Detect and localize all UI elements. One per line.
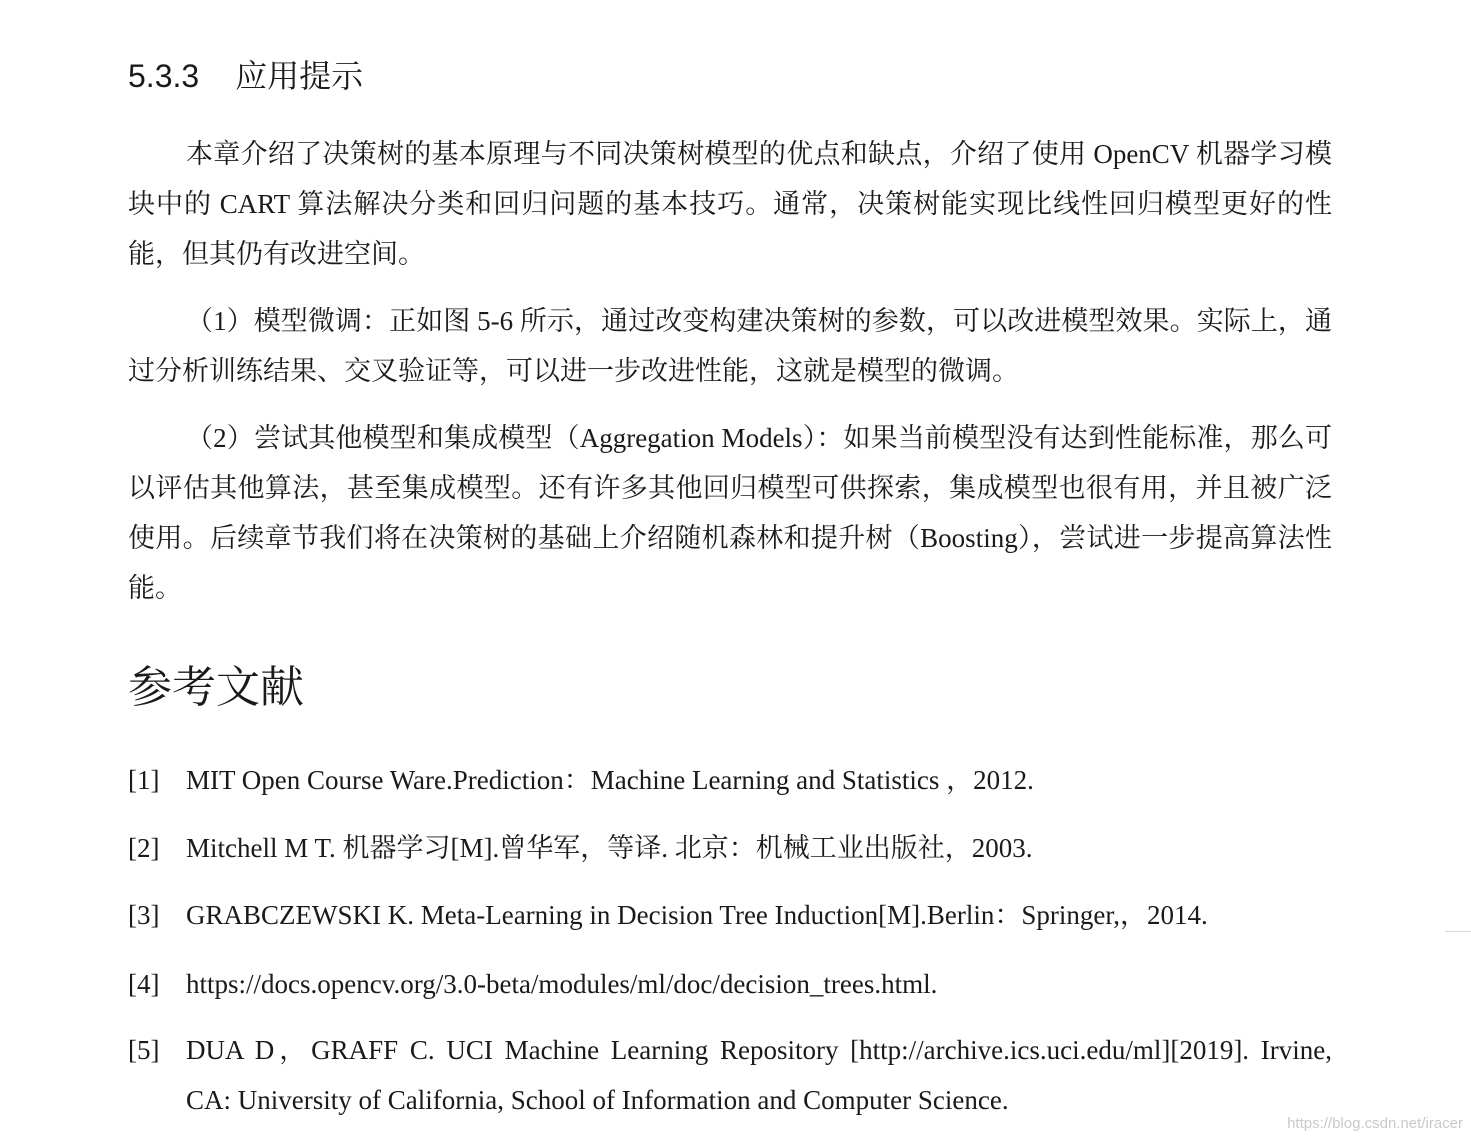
section-title: 应用提示 (235, 58, 364, 94)
reference-text: GRABCZEWSKI K. Meta-Learning in Decision Tree Induction[M].Berlin：Springer,，2014. (186, 900, 1208, 930)
reference-number: [1] (128, 765, 160, 795)
reference-text: DUA D，GRAFF C. UCI Machine Learning Repository [http://archive.ics.uci.edu/ml][2019]. Irvine, CA: University of California, School of Information and Computer Science. (186, 1035, 1332, 1115)
references-heading: 参考文献 (128, 663, 304, 712)
watermark: https://blog.csdn.net/iracer (1287, 1115, 1463, 1132)
reference-item (128, 1025, 1332, 1125)
reference-text: Mitchell M T. 机器学习[M].曾华军，等译. 北京：机械工业出版社，2003. (186, 833, 1033, 863)
body-paragraph: （2）尝试其他模型和集成模型（Aggregation Models）：如果当前模型没有达到性能标准，那么可以评估其他算法，甚至集成模型。还有许多其他回归模型可供探索，集成模型也很有用，并且被广泛使用。后续章节我们将在决策树的基础上介绍随机森林和提升树（Boosting），尝试进一步提高算法性能。 (128, 423, 1332, 603)
reference-item (128, 890, 1332, 940)
reference-item (128, 755, 1332, 805)
reference-number: [3] (128, 900, 160, 930)
section-heading (128, 56, 363, 96)
page-content (128, 0, 1332, 1138)
reference-number: [4] (128, 969, 160, 999)
body-paragraph: （1）模型微调：正如图 5-6 所示，通过改变构建决策树的参数，可以改进模型效果。实际上，通过分析训练结果、交叉验证等，可以进一步改进性能，这就是模型的微调。 (128, 306, 1332, 386)
section-number: 5.3.3 (128, 58, 200, 94)
reference-item (128, 823, 1332, 873)
reference-number: [5] (128, 1035, 160, 1065)
body-paragraph: 本章介绍了决策树的基本原理与不同决策树模型的优点和缺点，介绍了使用 OpenCV 机器学习模块中的 CART 算法解决分类和回归问题的基本技巧。通常，决策树能实现比线性回归模型更好的性能，但其仍有改进空间。 (128, 139, 1332, 269)
reference-text: MIT Open Course Ware.Prediction：Machine Learning and Statistics ，2012. (186, 765, 1034, 795)
reference-link-text: https://docs.opencv.org/3.0-beta/modules/ml/doc/decision_trees.html. (186, 969, 938, 999)
reference-number: [2] (128, 833, 160, 863)
reference-item (128, 959, 1332, 1009)
margin-divider (1445, 931, 1471, 932)
